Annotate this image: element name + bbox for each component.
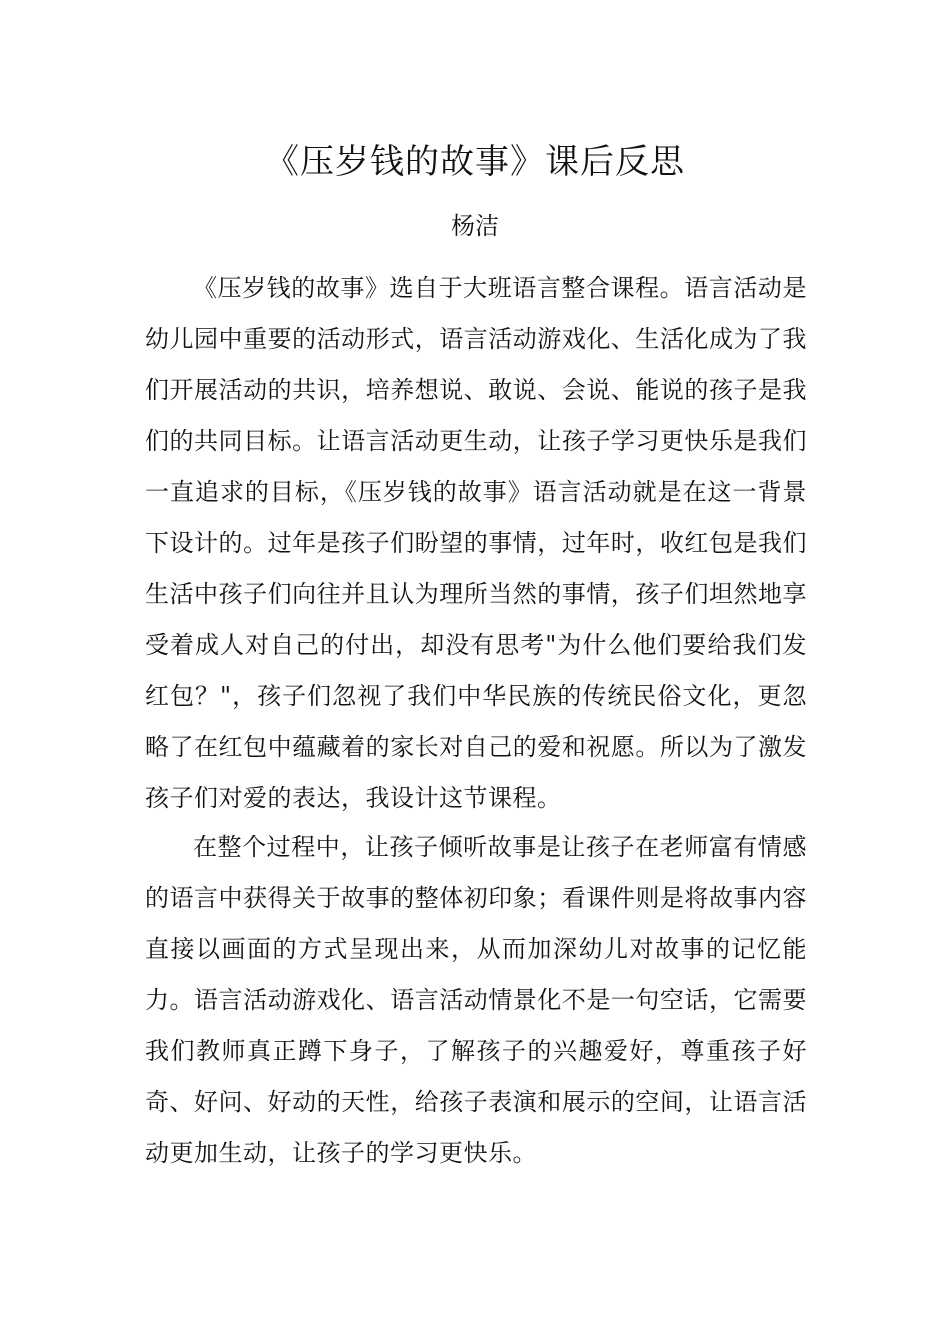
document-author: 杨洁	[451, 212, 499, 240]
document-title: 《压岁钱的故事》课后反思	[265, 142, 685, 182]
paragraph-2: 在整个过程中，让孩子倾听故事是让孩子在老师富有情感的语言中获得关于故事的整体初印象；看课件则是将故事内容直接以画面的方式呈现出来，从而加深幼儿对故事的记忆能力。语言活动游戏化、语言活动情景化不是一句空话，它需要我们教师真正蹲下身子，了解孩子的兴趣爱好，尊重孩子好奇、好问、好动的天性，给孩子表演和展示的空间，让语言活动更加生动，让孩子的学习更快乐。	[145, 833, 807, 1167]
paragraph-1: 《压岁钱的故事》选自于大班语言整合课程。语言活动是幼儿园中重要的活动形式，语言活动游戏化、生活化成为了我们开展活动的共识，培养想说、敢说、会说、能说的孩子是我们的共同目标。让语言活动更生动，让孩子学习更快乐是我们一直追求的目标，《压岁钱的故事》语言活动就是在这一背景下设计的。过年是孩子们盼望的事情，过年时，收红包是我们生活中孩子们向往并且认为理所当然的事情，孩子们坦然地享受着成人对自己的付出，却没有思考"为什么他们要给我们发红包？"，孩子们忽视了我们中华民族的传统民俗文化，更忽略了在红包中蕴藏着的家长对自己的爱和祝愿。所以为了激发孩子们对爱的表达，我设计这节课程。	[145, 274, 807, 812]
